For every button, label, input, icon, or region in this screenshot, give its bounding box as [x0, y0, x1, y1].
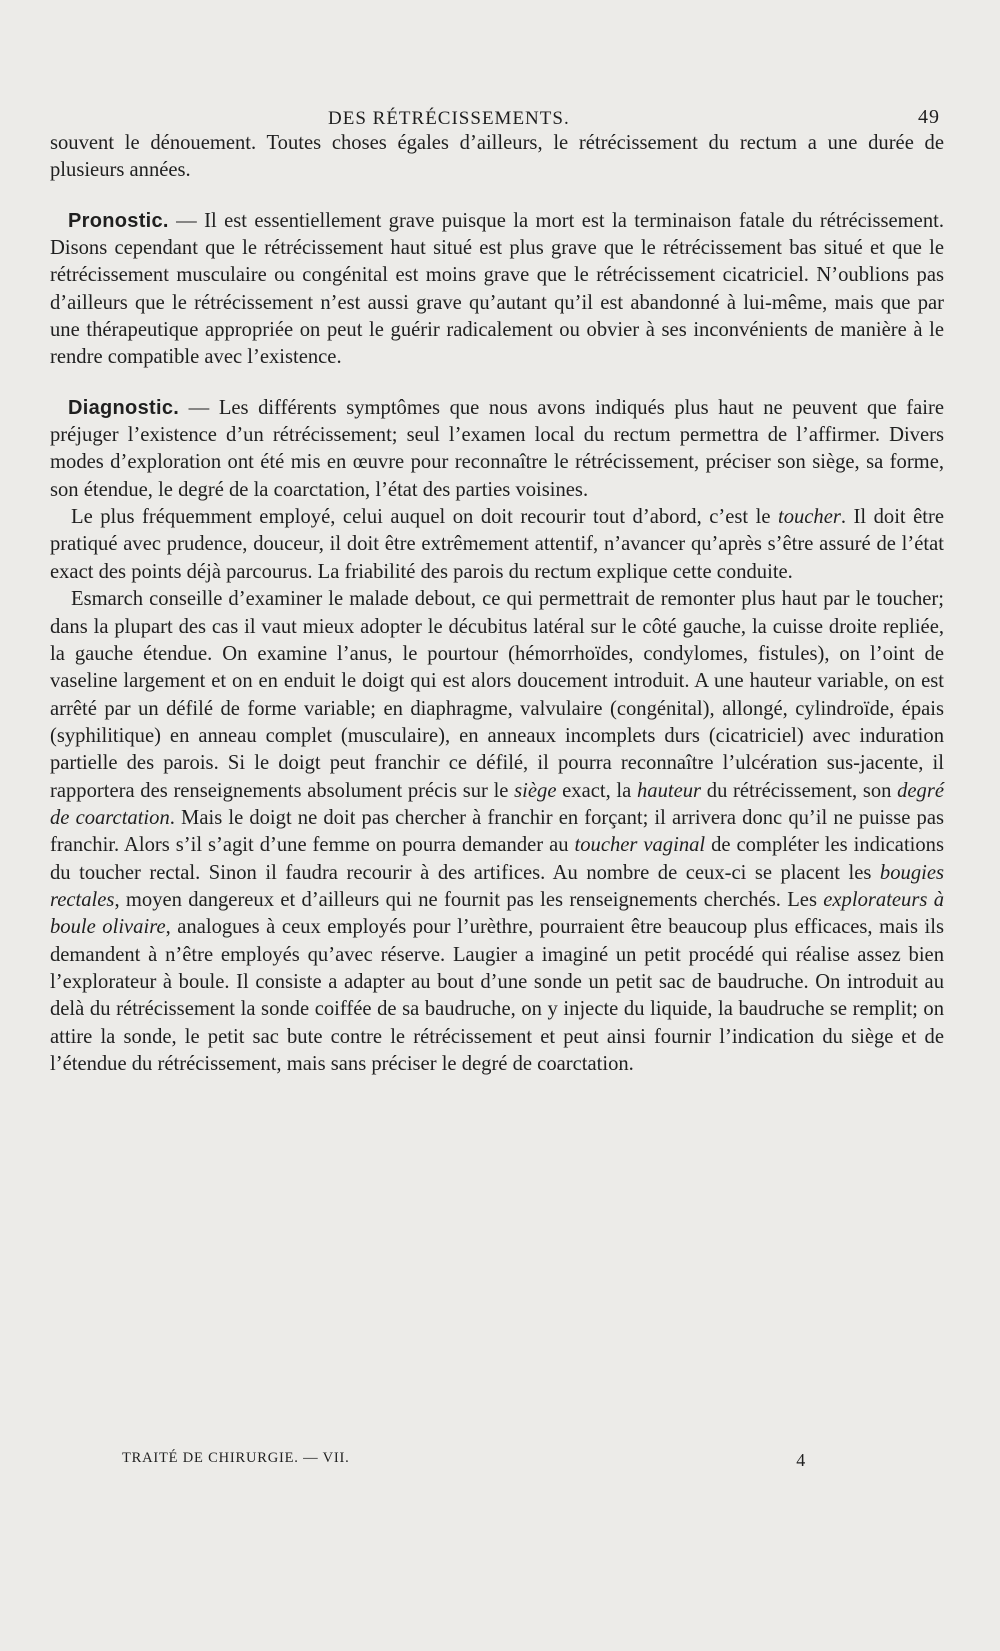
- section-heading-pronostic: Pronostic.: [68, 209, 169, 232]
- footer-book-title: TRAITÉ DE CHIRURGIE. — VII.: [122, 1450, 350, 1466]
- italic-term: siège: [514, 779, 557, 802]
- paragraph-text: Le plus fréquemment employé, celui auquel on doit recourir tout d’abord, c’est le: [71, 506, 778, 529]
- italic-term: toucher vaginal: [574, 834, 706, 857]
- italic-term: hauteur: [637, 779, 702, 802]
- footer: [122, 1450, 806, 1470]
- page-number: 49: [918, 106, 940, 128]
- section-heading-diagnostic: Diagnostic.: [68, 396, 180, 419]
- paragraph-text: de compléter les indications du toucher rectal. Sinon il faudra recourir à des artifices. Au nombre de ceux-ci se placent les: [50, 834, 944, 884]
- paragraph-text: — Il est essentiellement grave puisque la mort est la terminaison fatale du rétrécissement. Disons cependant que le rétrécissement haut situé est plus grave que le rétrécissement bas situé et que le rétrécissement musculaire ou congénital est moins grave que le rétrécissement cicatriciel. N’oublions pas d’ailleurs que le rétrécissement n’est aussi grave qu’autant qu’il est abandonné à lui-même, mais que par une thérapeutique appropriée on peut le guérir radicalement ou obvier à ses inconvénients de manière à le rendre compatible avec l’existence.: [50, 209, 944, 369]
- italic-term: toucher: [777, 506, 841, 529]
- paragraph-text: . Mais le doigt ne doit pas chercher à franchir en forçant; il arrivera donc qu’il ne puisse pas franchir. Alors s’il s’agit d’une femme on pourra demander au: [50, 806, 944, 857]
- running-head: [50, 98, 944, 130]
- paragraph-text: , moyen dangereux et d’ailleurs qui ne fournit pas les renseignements cherchés. Les: [114, 888, 824, 911]
- running-title: DES RÉTRÉCISSEMENTS.: [328, 108, 570, 129]
- italic-term: explorateurs à boule olivaire: [50, 888, 944, 939]
- paragraph-text: Esmarch conseille d’examiner le malade debout, ce qui permettrait de remonter plus haut par le toucher; dans la plupart des cas il vaut mieux adopter le décubitus latéral sur le côté gauche, la cuisse droite repliée, la gauche étendue. On examine l’anus, le pourtour (hémorrhoïdes, condylomes, fistules), on l’oint de vaseline largement et on en enduit le doigt qui est alors doucement introduit. A une hauteur variable, on est arrêté par un défilé de forme variable; en diaphragme, valvulaire (congénital), allongé, cylindroïde, épais (syphilitique) en anneau complet (musculaire), en anneaux incomplets durs (cicatriciel) avec induration partielle des parois. Si le doigt peut franchir ce défilé, il pourra reconnaître l’ulcération sus-jacente, il rapportera des renseignements absolument précis sur le: [50, 588, 944, 802]
- paragraph-text: du rétrécissement, son: [701, 779, 898, 802]
- paragraph-diagnostic: [50, 395, 944, 504]
- paragraph-pronostic: [50, 208, 944, 372]
- italic-term: degré de coarctation: [50, 779, 945, 829]
- paragraph-continuation: souvent le dénouement. Toutes choses égales d’ailleurs, le rétrécissement du rectum a une durée de plusieurs années.: [50, 132, 944, 182]
- paragraph-text: . Il doit être pratiqué avec prudence, douceur, il doit être extrêmement attentif, n’avancer qu’après s’être assuré de l’état exact des points déjà parcourus. La friabilité des parois du rectum explique cette conduite.: [50, 506, 944, 583]
- paragraph-text: exact, la: [556, 779, 637, 802]
- paragraph-text: , analogues à ceux employés pour l’urèthre, pourraient être beaucoup plus efficaces, mais ils demandent à n’être employés qu’avec réserve. Laugier a imaginé un petit procédé qui réalise assez bien l’explorateur à boule. Il consiste a adapter au bout d’une sonde un petit sac de baudruche. On introduit au delà du rétrécissement la sonde coiffée de sa baudruche, on y injecte du liquide, la baudruche se remplit; on attire la sonde, le petit sac bute contre le rétrécissement et peut ainsi fournir l’indication du siège et de l’étendue du rétrécissement, mais sans préciser le degré de coarctation.: [50, 916, 944, 1075]
- paragraph-toucher: [50, 504, 944, 586]
- body-text: [50, 130, 944, 1078]
- signature-mark: 4: [796, 1450, 806, 1470]
- paragraph-esmarch: [50, 586, 944, 1078]
- paragraph-text: — Les différents symptômes que nous avons indiqués plus haut ne peuvent que faire préjuger l’existence d’un rétrécissement; seul l’examen local du rectum permettra de l’affirmer. Divers modes d’exploration ont été mis en œuvre pour reconnaître le rétrécissement, préciser son siège, sa forme, son étendue, le degré de la coarctation, l’état des parties voisines.: [50, 396, 944, 501]
- italic-term: bougies rectales: [50, 861, 944, 911]
